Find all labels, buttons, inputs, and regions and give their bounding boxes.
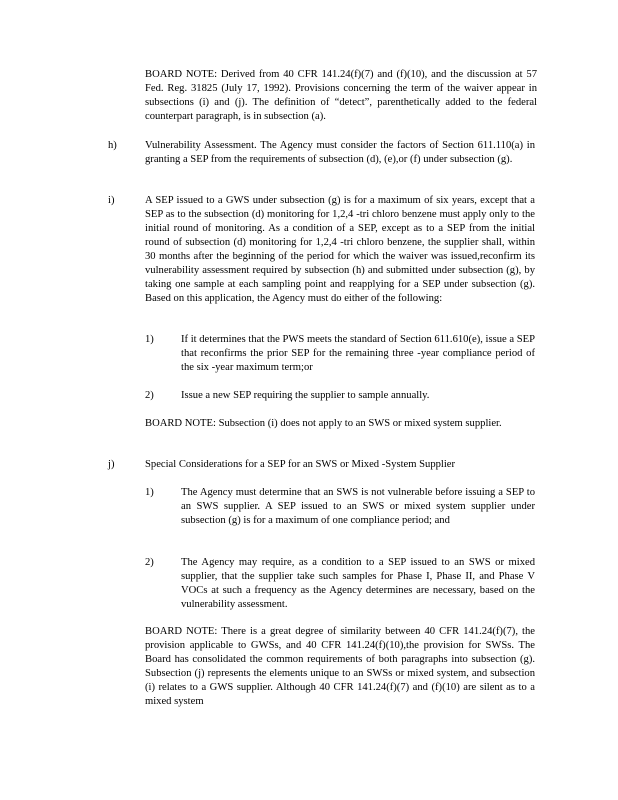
subsection-i-label: i): [108, 195, 115, 206]
subsection-j-1-label: 1): [145, 487, 154, 498]
subsection-h-label: h): [108, 140, 117, 151]
subsection-i-2-text: Issue a new SEP requiring the supplier to sample annually.: [181, 390, 430, 401]
subsection-i-text: A SEP issued to a GWS under subsection (g) is for a maximum of six years, except that a SEP as to the subsection (d) monitoring for 1,2,4 -tri chloro benzene must apply only to the initial round of monitoring. As a condition of a SEP, except as to a SEP from the initial round of subsection (d) monitoring for 1,2,4 -tri chloro benzene, the supplier shall, within 30 months after the beginning of the period for which the waiver was issued,reconfirm its vulnerability assessment required by subsection (h) and submitted under subsection (g), by taking one sample at each sampling point and reapplying for a SEP under subsection (g). Based on this application, the Agency must do either of the following:: [145, 195, 535, 304]
subsection-j-2-text: The Agency may require, as a condition to a SEP issued to an SWS or mixed supplier, that the supplier take such samples for Phase I, Phase II, and Phase V VOCs at such a frequency as the Agency determines are necessary, based on the vulnerability assessment.: [181, 557, 535, 610]
subsection-j-1-text: The Agency must determine that an SWS is not vulnerable before issuing a SEP to an SWS supplier. A SEP issued to an SWS or mixed system supplier under subsection (g) is for a maximum of one compliance period; and: [181, 487, 535, 526]
board-note-derivation: BOARD NOTE: Derived from 40 CFR 141.24(f)(7) and (f)(10), and the discussion at 57 Fed. Reg. 31825 (July 17, 1992). Provisions concerning the term of the waiver appear in subsections (i) and (j). The definition of “detect”, parenthetically added to the federal counterpart paragraph, is in subsection (a).: [145, 69, 537, 122]
subsection-j-heading: Special Considerations for a SEP for an SWS or Mixed -System Supplier: [145, 459, 456, 470]
board-note-subsection-i: BOARD NOTE: Subsection (i) does not apply to an SWS or mixed system supplier.: [145, 418, 502, 429]
subsection-i-2-label: 2): [145, 390, 154, 401]
subsection-i-1-text: If it determines that the PWS meets the standard of Section 611.610(e), issue a SEP that reconfirms the prior SEP for the remaining three -year compliance period of the six -year maximum term;or: [181, 334, 535, 373]
subsection-j-2-label: 2): [145, 557, 154, 568]
subsection-j-label: j): [108, 459, 115, 470]
subsection-i-1-label: 1): [145, 334, 154, 345]
subsection-h-text: Vulnerability Assessment. The Agency must consider the factors of Section 611.110(a) in granting a SEP from the requirements of subsection (d), (e),or (f) under subsection (g).: [145, 140, 535, 165]
board-note-subsection-j: BOARD NOTE: There is a great degree of similarity between 40 CFR 141.24(f)(7), the provision applicable to GWSs, and 40 CFR 141.24(f)(10),the provision for SWSs. The Board has consolidated the common requirements of both paragraphs into subsection (g). Subsection (j) represents the elements unique to an SWSs or mixed system, and subsection (i) relates to a GWS supplier. Although 40 CFR 141.24(f)(7) and (f)(10) are silent as to a mixed system: [145, 626, 535, 707]
